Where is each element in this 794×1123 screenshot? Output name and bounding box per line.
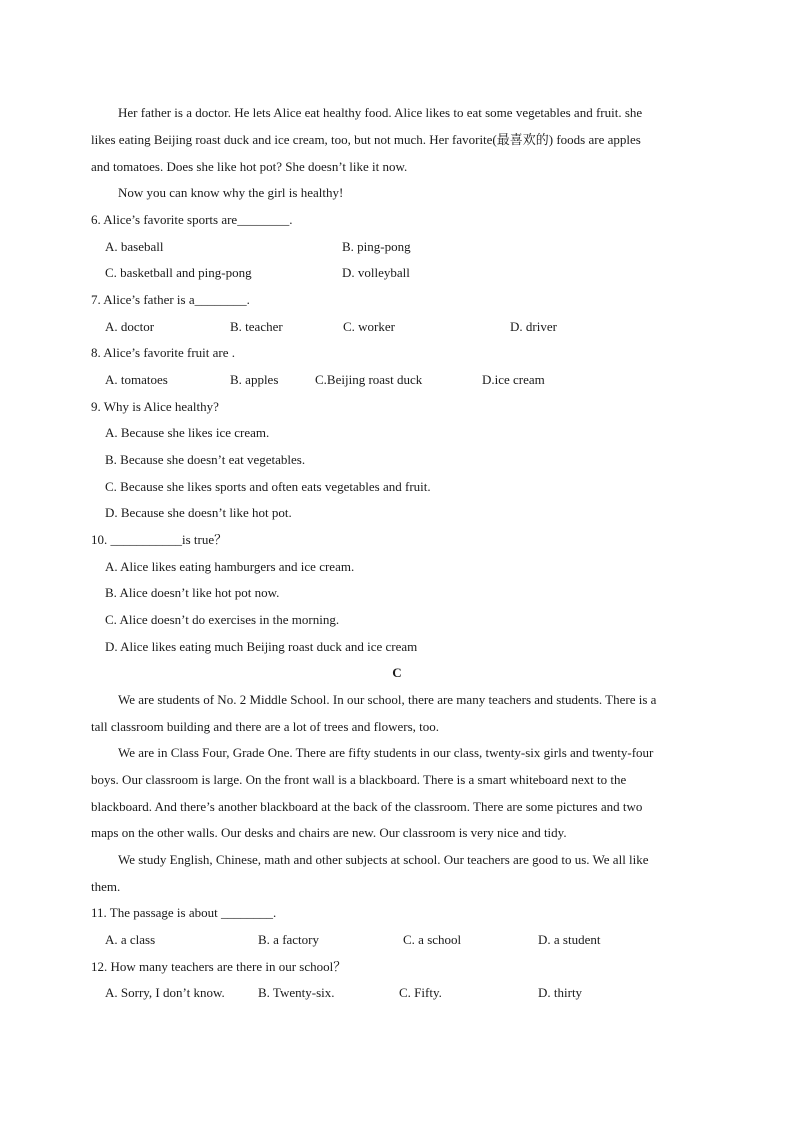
question-8-option-a: A. tomatoes: [105, 372, 168, 387]
question-12-option-d: D. thirty: [538, 985, 583, 1000]
passage-b-line-2: likes eating Beijing roast duck and ice cream, too, but not much. Her favorite(最喜欢的) foods are apples: [91, 132, 641, 147]
question-11-option-d: D. a student: [538, 932, 601, 947]
question-6-option-a: A. baseball: [105, 239, 164, 254]
section-c-p3-line-1: We study English, Chinese, math and other subjects at school. Our teachers are good to us. We all like: [118, 852, 649, 867]
question-8-option-d: D.ice cream: [482, 372, 545, 387]
question-12-option-a: A. Sorry, I don’t know.: [105, 985, 225, 1000]
question-12-option-c: C. Fifty.: [399, 985, 442, 1000]
passage-b-line-1: Her father is a doctor. He lets Alice eat healthy food. Alice likes to eat some vegetables and fruit. she: [118, 105, 643, 120]
question-10-option-a: A. Alice likes eating hamburgers and ice cream.: [105, 559, 355, 574]
question-7-option-a: A. doctor: [105, 319, 155, 334]
question-8-option-c: C.Beijing roast duck: [315, 372, 423, 387]
section-c-p2-line-1: We are in Class Four, Grade One. There are fifty students in our class, twenty-six girls and twenty-four: [118, 745, 654, 760]
section-c-p3-line-2: them.: [91, 879, 121, 894]
passage-b-conclusion: Now you can know why the girl is healthy!: [118, 185, 344, 200]
question-9-option-c: C. Because she likes sports and often eats vegetables and fruit.: [105, 479, 431, 494]
question-12-option-b: B. Twenty-six.: [258, 985, 335, 1000]
section-c-p1-line-1: We are students of No. 2 Middle School. In our school, there are many teachers and students. There is a: [118, 692, 657, 707]
question-11-option-b: B. a factory: [258, 932, 320, 947]
question-6-option-d: D. volleyball: [342, 265, 410, 280]
question-7-stem: 7. Alice’s father is a________.: [91, 292, 250, 307]
question-10-option-d: D. Alice likes eating much Beijing roast duck and ice cream: [105, 639, 418, 654]
question-10-stem: 10. ___________is true？: [91, 532, 228, 547]
question-8-option-b: B. apples: [230, 372, 279, 387]
question-6-option-b: B. ping-pong: [342, 239, 411, 254]
question-8-stem: 8. Alice’s favorite fruit are .: [91, 345, 236, 360]
question-11-option-a: A. a class: [105, 932, 156, 947]
section-c-p1-line-2: tall classroom building and there are a lot of trees and flowers, too.: [91, 719, 440, 734]
question-7-option-c: C. worker: [343, 319, 395, 334]
section-c-p2-line-3: blackboard. And there’s another blackboard at the back of the classroom. There are some pictures and two: [91, 799, 643, 814]
question-9-stem: 9. Why is Alice healthy?: [91, 399, 219, 414]
question-7-option-d: D. driver: [510, 319, 557, 334]
question-9-option-a: A. Because she likes ice cream.: [105, 425, 270, 440]
section-c-p2-line-2: boys. Our classroom is large. On the front wall is a blackboard. There is a smart whiteboard next to the: [91, 772, 627, 787]
question-10-option-c: C. Alice doesn’t do exercises in the morning.: [105, 612, 340, 627]
question-6-stem: 6. Alice’s favorite sports are________.: [91, 212, 293, 227]
section-c-p2-line-4: maps on the other walls. Our desks and chairs are new. Our classroom is very nice and tidy.: [91, 825, 567, 840]
question-6-option-c: C. basketball and ping-pong: [105, 265, 252, 280]
section-c-title: C: [392, 665, 402, 680]
question-9-option-d: D. Because she doesn’t like hot pot.: [105, 505, 292, 520]
question-11-stem: 11. The passage is about ________.: [91, 905, 277, 920]
question-9-option-b: B. Because she doesn’t eat vegetables.: [105, 452, 306, 467]
passage-b-line-3: and tomatoes. Does she like hot pot? She doesn’t like it now.: [91, 159, 408, 174]
question-7-option-b: B. teacher: [230, 319, 283, 334]
question-12-stem: 12. How many teachers are there in our school？: [91, 959, 347, 974]
question-11-option-c: C. a school: [403, 932, 462, 947]
question-10-option-b: B. Alice doesn’t like hot pot now.: [105, 585, 280, 600]
